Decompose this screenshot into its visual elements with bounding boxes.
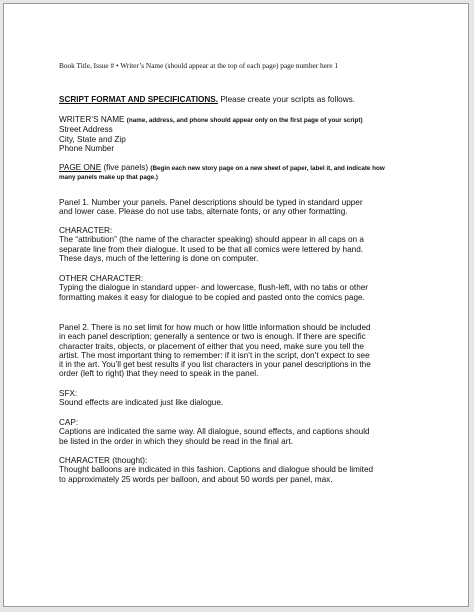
- page-one-note-1: (Begin each new story page on a new sheet of paper, label it, and indicate how: [150, 165, 385, 172]
- panel-1-block: [59, 198, 464, 217]
- title-intro: Please create your scripts as follows.: [220, 95, 356, 104]
- page-one-block: [59, 163, 464, 183]
- other-character-line: Typing the dialogue in standard upper- and lowercase, flush-left, with no tabs or other: [59, 283, 369, 293]
- other-character-label: OTHER CHARACTER:: [59, 274, 144, 283]
- panel-2-line: artist. The most important thing to remember: if it isn’t in the script, don’t expect to see: [59, 350, 370, 360]
- character-label: CHARACTER:: [59, 226, 113, 235]
- panel-2-block: [59, 323, 464, 379]
- city-state-zip: City, State and Zip: [59, 134, 126, 144]
- thought-line: to approximately 25 words per balloon, and about 50 words per panel, max.: [59, 474, 333, 484]
- cap-line: Captions are indicated the same way. All dialogue, sound effects, and captions should: [59, 427, 370, 437]
- other-character-line: formatting makes it easy for dialogue to be copied and pasted onto the comics page.: [59, 292, 365, 302]
- character-block: [59, 226, 464, 263]
- street-address: Street Address: [59, 125, 113, 135]
- panel-2-line: character traits, objects, or placement of either that you need, make sure you tell the: [59, 341, 364, 351]
- sfx-label: SFX:: [59, 389, 78, 398]
- writer-name-note: (name, address, and phone should appear only on the first page of your script): [126, 117, 363, 124]
- title-heading: SCRIPT FORMAT AND SPECIFICATIONS.: [59, 95, 219, 104]
- writer-name-label: WRITER’S NAME: [59, 115, 125, 124]
- panel-1-line: and lower case. Please do not use tabs, alternate fonts, or any other formatting.: [59, 207, 348, 217]
- thought-line: Thought balloons are indicated in this fashion. Captions and dialogue should be limited: [59, 465, 374, 475]
- character-line: separate line from their dialogue. It used to be that all comics were lettered by hand.: [59, 244, 364, 254]
- panel-2-line: order (left to right) that they need to speak in the panel.: [59, 369, 259, 379]
- panel-2-line: Panel 2. There is no set limit for how much or how little information should be included: [59, 323, 371, 332]
- document-page: [3, 3, 469, 607]
- page-one-panels: (five panels): [103, 163, 149, 172]
- title-block: [59, 95, 464, 104]
- writer-block: [59, 115, 464, 153]
- running-head: Book Title, Issue # • Writer’s Name (should appear at the top of each page) page number here 1: [59, 61, 338, 70]
- sfx-block: [59, 389, 464, 408]
- page-one-note-2: many panels make up that page.): [59, 174, 159, 182]
- thought-label: CHARACTER (thought):: [59, 456, 148, 465]
- cap-label: CAP:: [59, 418, 79, 427]
- panel-2-line: in each panel description; generally a sentence or two is enough. If there are specific: [59, 332, 366, 342]
- character-line: These days, much of the lettering is done on computer.: [59, 253, 259, 263]
- page-one-label: PAGE ONE: [59, 163, 102, 172]
- sfx-line: Sound effects are indicated just like dialogue.: [59, 398, 224, 408]
- panel-2-line: it in the art. You’ll get best results if you list characters in your panel descriptions in the: [59, 360, 371, 370]
- character-line: The “attribution” (the name of the character speaking) should appear in all caps on a: [59, 235, 364, 245]
- other-character-block: [59, 274, 464, 302]
- thought-block: [59, 456, 464, 484]
- cap-block: [59, 418, 464, 446]
- panel-1-line: Panel 1. Number your panels. Panel descriptions should be typed in standard upper: [59, 198, 363, 207]
- phone-number: Phone Number: [59, 143, 115, 153]
- cap-line: be listed in the order in which they should be read in the final art.: [59, 436, 293, 446]
